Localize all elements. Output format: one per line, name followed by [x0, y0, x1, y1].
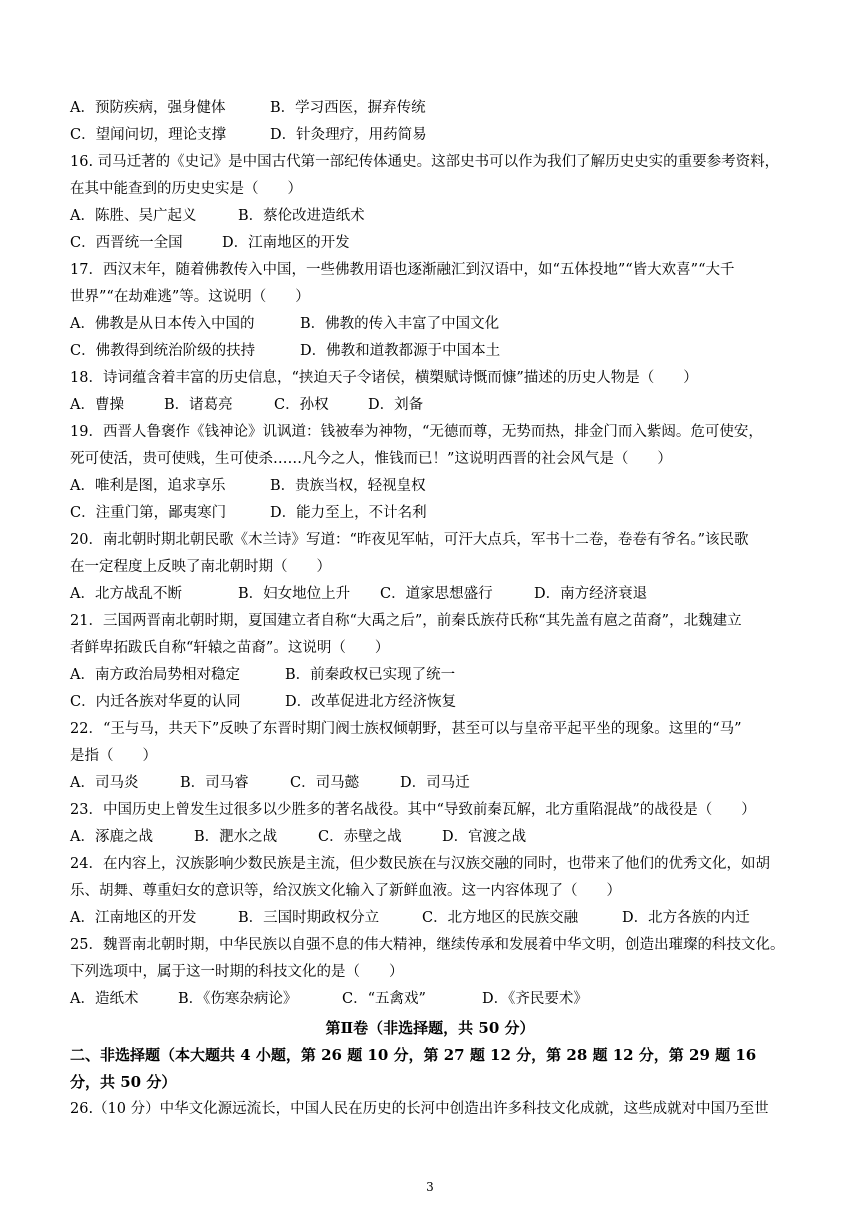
q24-stem-line2: 乐、胡舞、尊重妇女的意识等，给汉族文化输入了新鲜血液。这一内容体现了（ ）	[70, 883, 621, 899]
option-c: C．“五禽戏”	[342, 991, 426, 1007]
q21-stem-line2: 者鲜卑拓跋氏自称“轩辕之苗裔”。这说明（ ）	[70, 640, 390, 656]
option-b: B．《伤寒杂病论》	[178, 991, 298, 1007]
q22-stem-line2: 是指（ ）	[70, 748, 157, 764]
option-d: D．官渡之战	[442, 829, 527, 845]
q24-options-row	[70, 908, 750, 928]
option-c: C．赤壁之战	[318, 829, 402, 845]
option-a: A．唯利是图，追求享乐	[70, 478, 226, 494]
q19-stem-line1: 19．西晋人鲁褒作《钱神论》讥讽道：钱被奉为神物，“无德而尊，无势而热，排金门而入紫闼。危可使安，	[70, 424, 763, 440]
option-c: C．孙权	[274, 397, 329, 413]
q21-options-row1	[70, 665, 455, 685]
option-b: B．前秦政权已实现了统一	[285, 667, 456, 683]
q16-options-row1	[70, 206, 365, 226]
q23-stem-line1: 23．中国历史上曾发生过很多以少胜多的著名战役。其中“导致前秦瓦解，北方重陷混战”的战役是（ ）	[70, 802, 756, 818]
q22-stem-line1: 22．“王与马，共天下”反映了东晋时期门阀士族权倾朝野，甚至可以与皇帝平起平坐的现象。这里的“马”	[70, 721, 742, 737]
option-c: C．注重门第，鄙夷寒门	[70, 505, 227, 521]
q17-stem-line2: 世界”“在劫难逃”等。这说明（ ）	[70, 289, 310, 305]
q21-options-row2	[70, 692, 456, 712]
q17-options-row1	[70, 314, 499, 334]
option-d: D．针灸理疗，用药简易	[270, 127, 427, 143]
option-b: B．诸葛亮	[164, 397, 233, 413]
part2-heading-line2: 分，共 50 分）	[70, 1073, 177, 1091]
option-a: A．佛教是从日本传入中国的	[70, 316, 255, 332]
q19-stem-line2: 死可使活，贵可使贱，生可使杀……凡今之人，惟钱而已！”这说明西晋的社会风气是（ ）	[70, 451, 672, 467]
part2-title: 第Ⅱ卷（非选择题，共 50 分）	[325, 1019, 535, 1037]
option-d: D．刘备	[368, 397, 424, 413]
option-c: C．西晋统一全国	[70, 235, 183, 251]
option-b: B．蔡伦改进造纸术	[238, 208, 365, 224]
q18-stem-line1: 18．诗词蕴含着丰富的历史信息，“挟迫天子令诸侯，横槊赋诗慨而慷”描述的历史人物是（ ）	[70, 370, 698, 386]
option-c: C．司马懿	[290, 775, 360, 791]
option-c: C．内迁各族对华夏的认同	[70, 694, 241, 710]
option-a: A．造纸术	[70, 991, 139, 1007]
option-d: D．能力至上，不计名利	[270, 505, 427, 521]
option-c: C．望闻问切，理论支撑	[70, 127, 227, 143]
option-b: B．学习西医，摒弃传统	[270, 100, 426, 116]
q16-options-row2	[70, 233, 350, 253]
option-c: C．北方地区的民族交融	[422, 910, 579, 926]
option-d: D．北方各族的内迁	[622, 910, 750, 926]
q19-options-row1	[70, 476, 426, 496]
option-a: A．陈胜、吴广起义	[70, 208, 197, 224]
option-a: A．曹操	[70, 397, 124, 413]
q21-stem-line1: 21．三国两晋南北朝时期，夏国建立者自称“大禹之后”，前秦氐族苻氏称“其先盖有扈之苗裔”，北魏建立	[70, 613, 742, 629]
q20-options-row	[70, 584, 647, 604]
option-d: D．南方经济衰退	[534, 586, 648, 602]
part2-heading-line1: 二、非选择题（本大题共 4 小题，第 26 题 10 分，第 27 题 12 分，第 28 题 12 分，第 29 题 16	[70, 1046, 757, 1064]
q16-stem-line2: 在其中能查到的历史史实是（ ）	[70, 181, 302, 197]
option-b: B．佛教的传入丰富了中国文化	[300, 316, 500, 332]
q25-options-row	[70, 989, 588, 1009]
q20-stem-line1: 20．南北朝时期北朝民歌《木兰诗》写道：“昨夜见军帖，可汗大点兵，军书十二卷，卷卷有爷名。”该民歌	[70, 532, 749, 548]
option-d: D．佛教和道教都源于中国本土	[300, 343, 501, 359]
q25-stem-line1: 25．魏晋南北朝时期，中华民族以自强不息的伟大精神，继续传承和发展着中华文明，创造出璀璨的科技文化。	[70, 937, 785, 953]
option-d: D．《齐民要术》	[482, 991, 588, 1007]
q17-options-row2	[70, 341, 500, 361]
option-a: A．江南地区的开发	[70, 910, 197, 926]
option-a: A．涿鹿之战	[70, 829, 153, 845]
q22-options-row	[70, 773, 470, 793]
q23-options-row	[70, 827, 526, 847]
q19-options-row2	[70, 503, 427, 523]
option-d: D．司马迁	[400, 775, 470, 791]
option-c: C．道家思想盛行	[380, 586, 493, 602]
q17-stem-line1: 17．西汉末年，随着佛教传入中国，一些佛教用语也逐渐融汇到汉语中，如“五体投地”“皆大欢喜”“大千	[70, 262, 735, 278]
option-a: A．南方政治局势相对稳定	[70, 667, 240, 683]
option-b: B．淝水之战	[194, 829, 278, 845]
option-d: D．江南地区的开发	[222, 235, 350, 251]
option-b: B．司马睿	[180, 775, 249, 791]
q18-options-row	[70, 395, 423, 415]
q16-stem-line1: 16. 司马迁著的《史记》是中国古代第一部纪传体通史。这部史书可以作为我们了解历史史实的重要参考资料，	[70, 154, 780, 170]
q15-options-row2	[70, 125, 427, 145]
option-a: A．预防疾病，强身健体	[70, 100, 226, 116]
option-a: A．司马炎	[70, 775, 139, 791]
q20-stem-line2: 在一定程度上反映了南北朝时期（ ）	[70, 559, 331, 575]
q24-stem-line1: 24．在内容上，汉族影响少数民族是主流，但少数民族在与汉族交融的同时，也带来了他们的优秀文化，如胡	[70, 856, 770, 872]
option-b: B．妇女地位上升	[238, 586, 351, 602]
option-b: B．贵族当权，轻视皇权	[270, 478, 426, 494]
option-a: A．北方战乱不断	[70, 586, 182, 602]
q15-options-row1	[70, 98, 426, 118]
option-b: B．三国时期政权分立	[238, 910, 380, 926]
q26-stem-line1: 26.（10 分）中华文化源远流长，中国人民在历史的长河中创造出许多科技文化成就，这些成就对中国乃至世	[70, 1101, 769, 1117]
page-number: 3	[426, 1180, 434, 1194]
q25-stem-line2: 下列选项中，属于这一时期的科技文化的是（ ）	[70, 964, 404, 980]
option-c: C．佛教得到统治阶级的扶持	[70, 343, 256, 359]
option-d: D．改革促进北方经济恢复	[285, 694, 457, 710]
